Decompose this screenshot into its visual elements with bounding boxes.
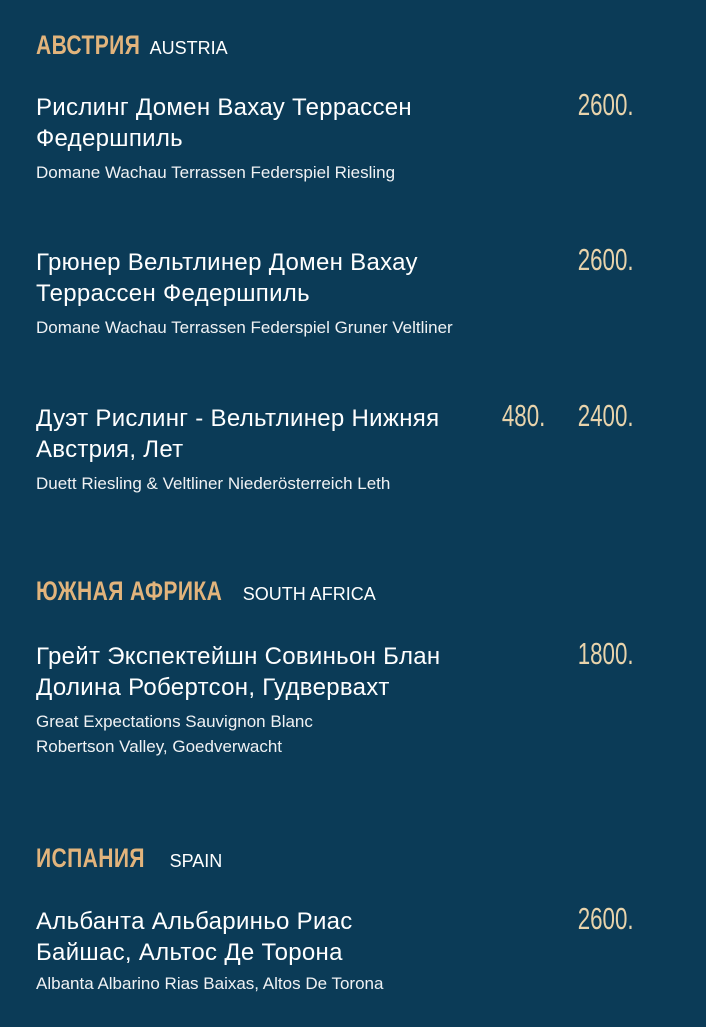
wine-item <box>36 242 676 340</box>
wine-item <box>36 398 676 496</box>
section-header-austria <box>36 30 228 61</box>
section-title-ru: ИСПАНИЯ <box>36 843 145 873</box>
bottle-price: 2600. <box>578 242 634 277</box>
section-title-en: AUSTRIA <box>149 38 228 58</box>
bottle-price: 1800. <box>578 636 634 671</box>
wine-name-ru: Рислинг Домен Вахау Террассен Федершпиль <box>36 94 412 152</box>
section-title-ru: ЮЖНАЯ АФРИКА <box>36 576 223 606</box>
section-header-south-africa <box>36 576 376 607</box>
section-title-ru: АВСТРИЯ <box>36 30 141 60</box>
section-title-en: SPAIN <box>169 851 223 871</box>
bottle-price: 2600. <box>578 901 634 936</box>
wine-name-ru: Дуэт Рислинг - Вельтлинер Нижняя Австрия, Лет <box>36 405 440 463</box>
glass-price: 480. <box>501 398 545 433</box>
bottle-price: 2600. <box>578 87 634 122</box>
wine-name-en: Domane Wachau Terrassen Federspiel Gruner Veltliner <box>36 318 453 337</box>
wine-name-ru: Грюнер Вельтлинер Домен Вахау Террассен Федершпиль <box>36 249 418 307</box>
wine-name-en: Great Expectations Sauvignon Blanc Robertson Valley, Goedverwacht <box>36 712 313 756</box>
section-header-spain <box>36 843 222 874</box>
wine-name-ru: Грейт Экспектейшн Совиньон Блан Долина Робертсон, Гудвервахт <box>36 643 441 701</box>
wine-name-en: Domane Wachau Terrassen Federspiel Riesling <box>36 163 396 182</box>
wine-name-ru: Альбанта Альбариньо Риас Байшас, Альтос Де Торона <box>36 908 353 966</box>
bottle-price: 2400. <box>578 398 634 433</box>
section-title-en: SOUTH AFRICA <box>242 584 376 604</box>
wine-item <box>36 87 676 185</box>
wine-name-en: Albanta Albarino Rias Baixas, Altos De Torona <box>36 974 384 993</box>
wine-name-en: Duett Riesling & Veltliner Niederösterreich Leth <box>36 474 391 493</box>
wine-item <box>36 901 676 996</box>
wine-item <box>36 636 676 759</box>
